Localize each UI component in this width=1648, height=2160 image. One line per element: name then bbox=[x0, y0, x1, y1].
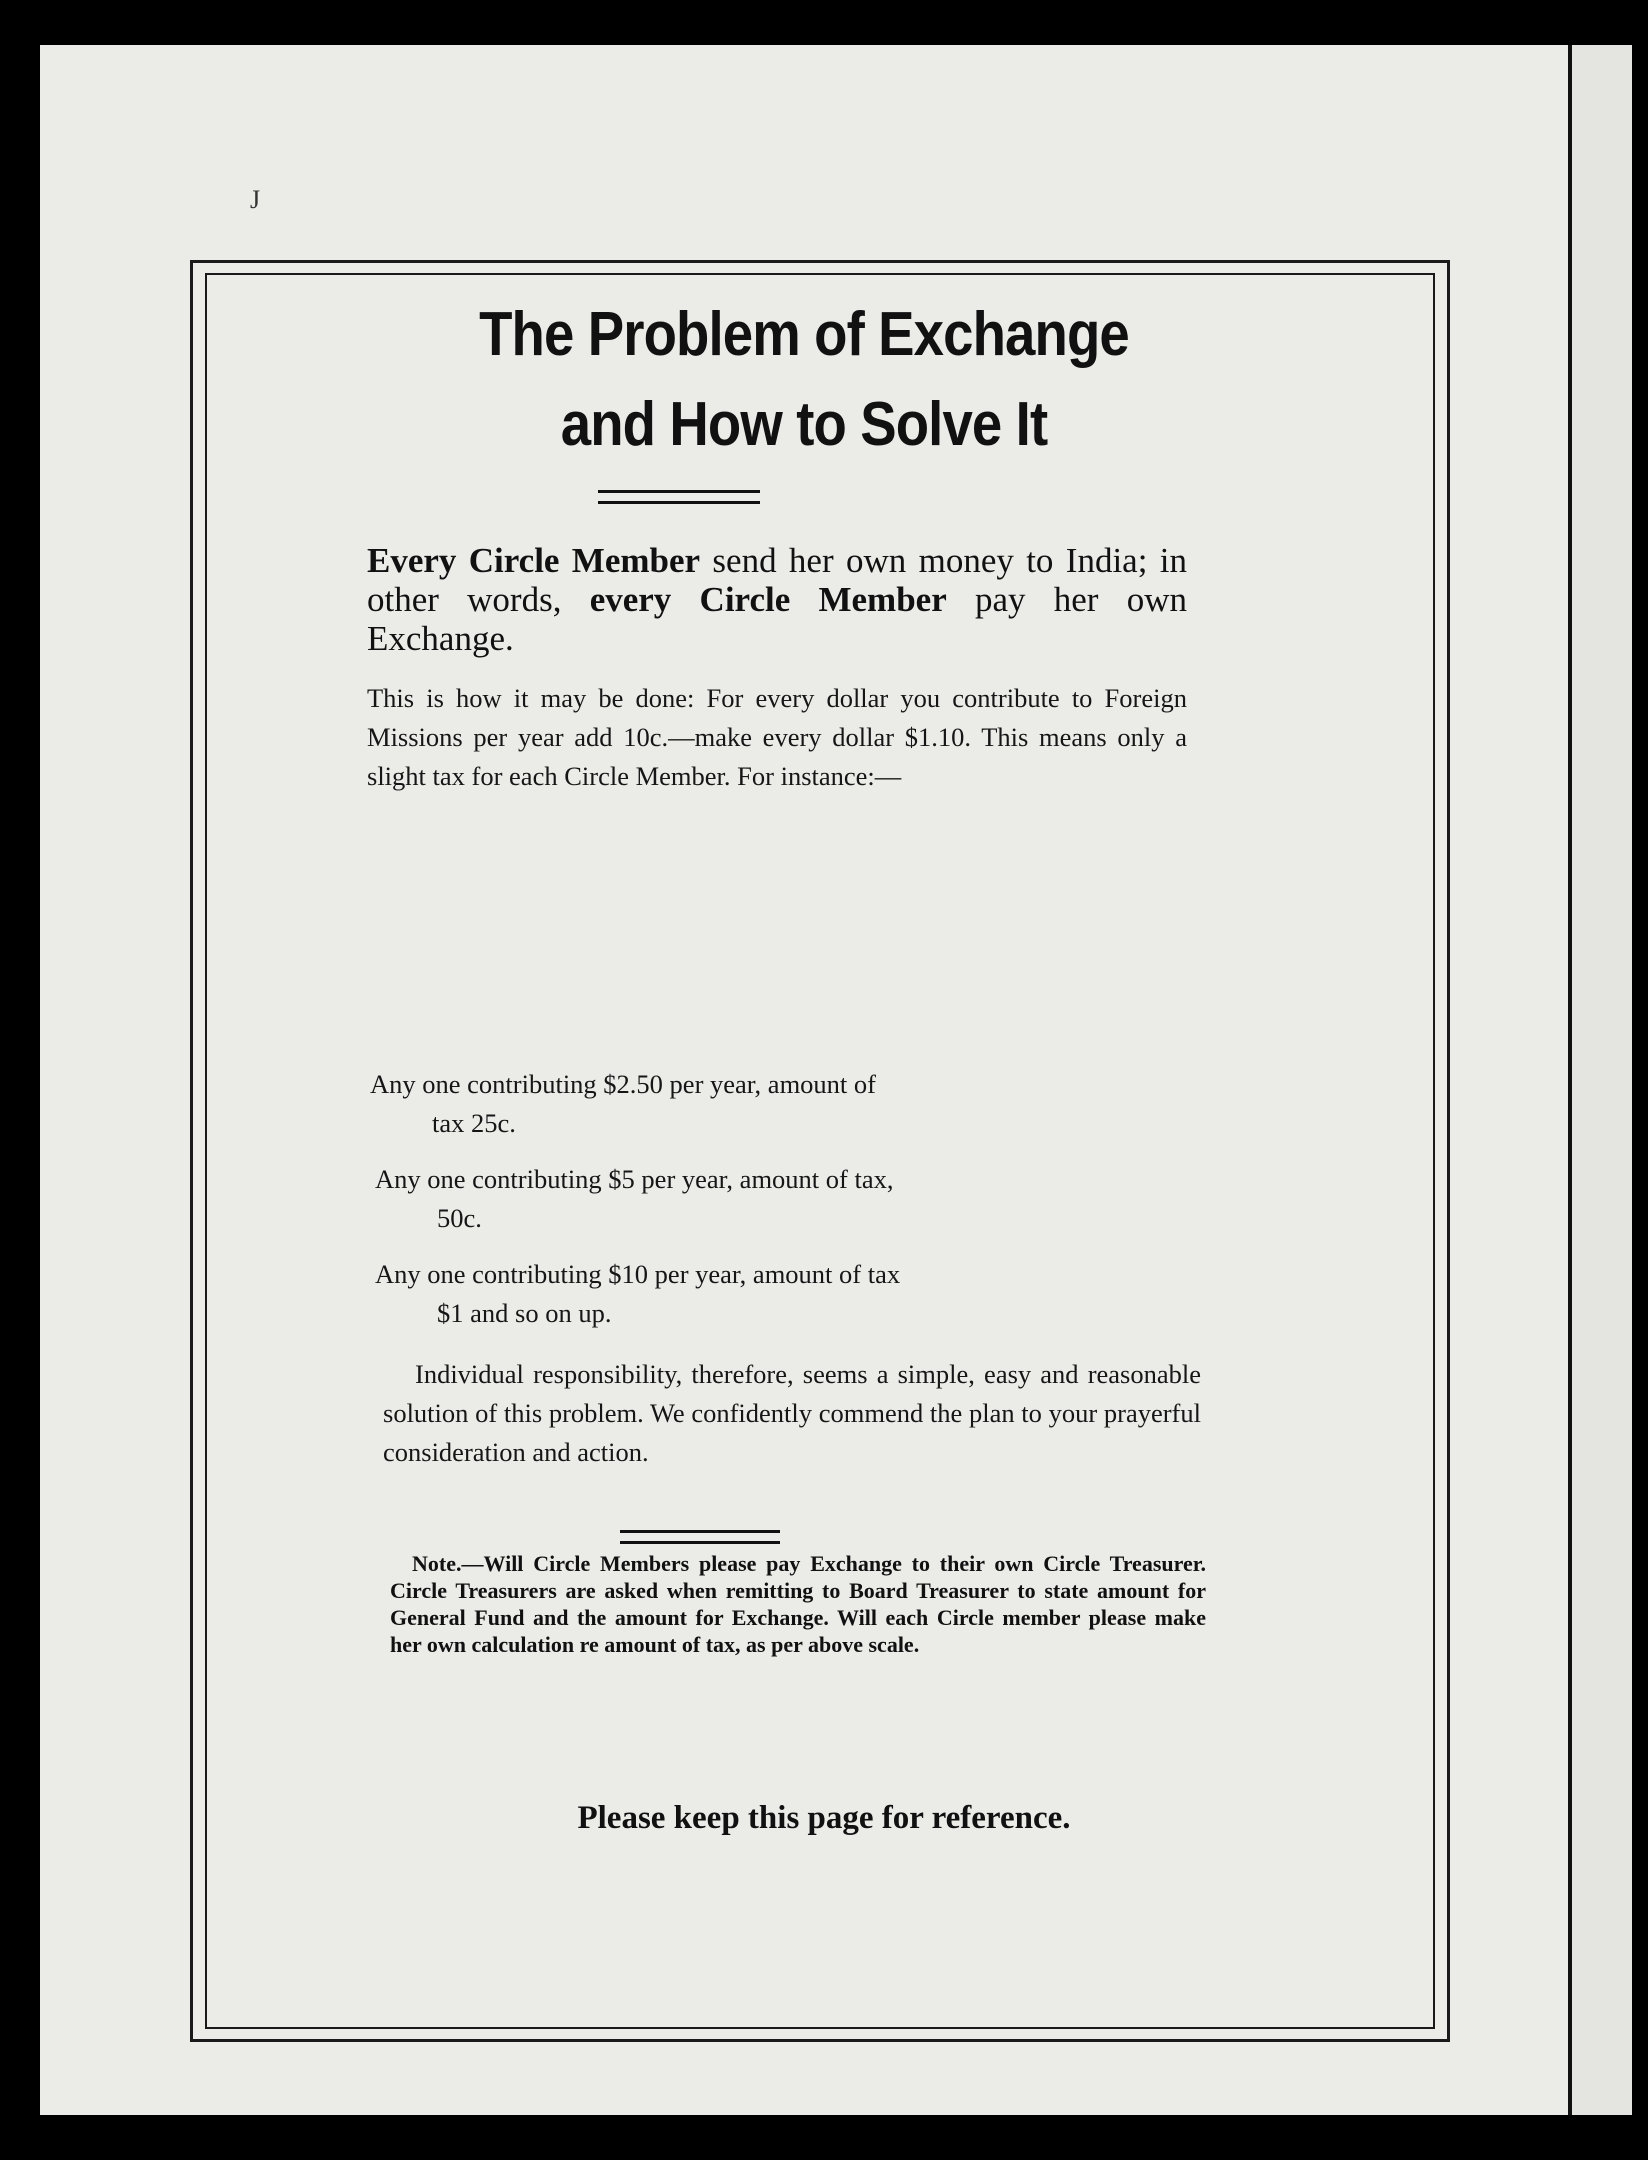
example-1-line: Any one contributing $2.50 per year, amount of bbox=[370, 1069, 876, 1099]
lead-text-1: send her own money to India; in other words, bbox=[367, 541, 1187, 619]
double-border-frame bbox=[190, 260, 1450, 2042]
closing-paragraph: Individual responsibility, therefore, seems a simple, easy and reasonable solution of this problem. We confidently commend the plan to your prayerful consideration and action. bbox=[383, 1359, 1201, 1467]
lead-text-2: pay her own Exchange. bbox=[367, 580, 1187, 658]
note-paragraph: Note.—Will Circle Members please pay Exchange to their own Circle Treasurer. Circle Treasurers are asked when remitting to Board Treasurer to state amount for General Fund and the amount for Exchange. Will each Circle member please make her own calculation re amount of tax, as per above scale. bbox=[390, 1551, 1206, 1657]
footer-reference-note: Please keep this page for reference. bbox=[577, 1800, 1071, 1836]
example-2-line: Any one contributing $5 per year, amount of tax, bbox=[375, 1164, 894, 1194]
page-title bbox=[132, 290, 1477, 470]
adjacent-page-edge bbox=[1568, 45, 1632, 2115]
example-3-cont: $1 and so on up. bbox=[437, 1298, 612, 1328]
page-sheet bbox=[40, 45, 1568, 2115]
lead-bold-2: every Circle Member bbox=[589, 580, 947, 619]
example-2-cont: 50c. bbox=[437, 1203, 482, 1233]
example-2 bbox=[375, 1160, 1190, 1238]
example-3 bbox=[375, 1255, 1190, 1333]
page-mark: J bbox=[250, 185, 261, 214]
lead-bold-1: Every Circle Member bbox=[367, 541, 701, 580]
title-line-2: and How to Solve It bbox=[560, 390, 1048, 459]
double-rule-divider-2 bbox=[620, 1530, 780, 1544]
example-3-line: Any one contributing $10 per year, amount of tax bbox=[375, 1259, 901, 1289]
example-1 bbox=[370, 1065, 1185, 1143]
example-1-cont: tax 25c. bbox=[432, 1108, 516, 1138]
inner-border bbox=[205, 273, 1435, 2029]
title-line-1: The Problem of Exchange bbox=[479, 300, 1129, 369]
double-rule-divider bbox=[598, 490, 760, 504]
intro-paragraph: This is how it may be done: For every dollar you contribute to Foreign Missions per year add 10c.—make every dollar $1.10. This means only a slight tax for each Circle Member. For instance:— bbox=[367, 683, 1187, 791]
lead-paragraph bbox=[367, 541, 1187, 658]
